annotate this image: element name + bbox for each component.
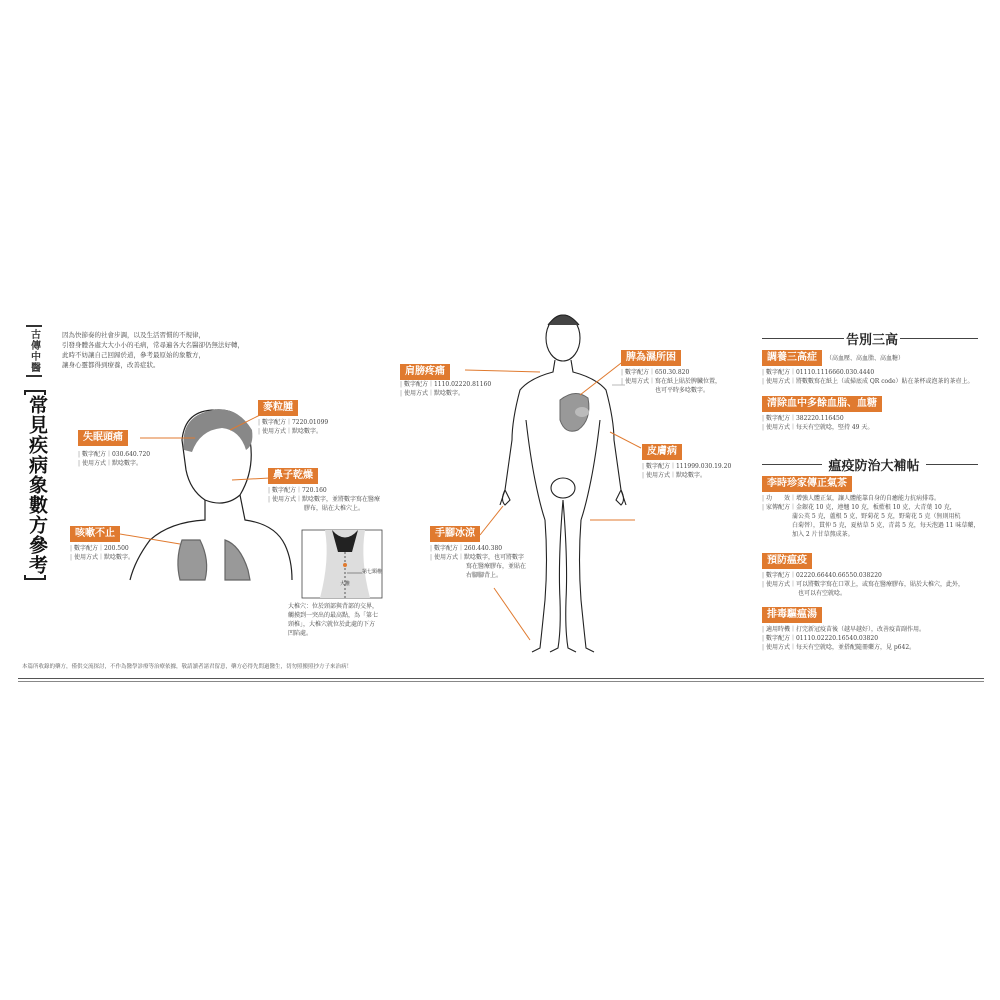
info-cough: | 數字配方｜200.500 | 使用方式｜默唸數字。 [70, 544, 134, 562]
three-highs-note: （高血壓、高血脂、高血糖） [826, 355, 905, 362]
info-clear-lipid: | 數字配方｜382220.116450 | 使用方式｜每天有空就唸，堅持 49 天。 [762, 414, 873, 432]
dazhui-figure [320, 530, 370, 598]
info-cold-limbs: | 數字配方｜260.440.380 | 使用方式｜默唸數字，也可將數字 寫在醫療膠布，並貼在 右腳腳背上。 [430, 544, 526, 580]
info-spleen-damp: | 數字配方｜650.30.820 | 使用方式｜寫在紙上貼於脾臟位置， 也可平時多唸數字。 [621, 368, 721, 395]
info-three-highs: | 數字配方｜01110.1116660.030.4440 | 使用方式｜將數數寫在紙上（或掃底成 QR code）貼在茶杯或泡茶的茶壺上。 [762, 368, 974, 386]
tag-clear-lipid: 清除血中多餘血脂、血糖 [762, 396, 882, 412]
intro-text: 因為快節奏的社會步調，以及生活習慣的不規律， 引發身體各處大大小小的毛病，常尋遍各大名醫卻仍無法好轉， 此時不妨讓自己回歸於道，參考最原始的象數方， 讓身心靈都得到療養，改善症狀。 [62, 331, 244, 369]
section1-rule-right [900, 338, 978, 339]
info-detox-soup: | 適用時機｜打完新冠疫苗後（越早越好），改善疫苗副作用。 | 數字配方｜01110.02220.16540.03820 | 使用方式｜每天有空就唸，並搭配隨冊藥方，見 p642。 [762, 625, 925, 652]
section2-rule-left [762, 464, 822, 465]
tag-skin-disease: 皮膚病 [642, 444, 682, 460]
section1-rule-left [762, 338, 844, 339]
info-insomnia-headache: | 數字配方｜030.640.720 | 使用方式｜默唸數字。 [78, 450, 150, 468]
tag-qi-tea: 李時珍家傳正氣茶 [762, 476, 852, 492]
tag-stye: 麥粒腫 [258, 400, 298, 416]
info-shoulder-pain: | 數字配方｜1110.02220.81160 | 使用方式｜默唸數字。 [400, 380, 491, 398]
section1-heading: 告別三高 [845, 333, 898, 348]
body-figure [500, 315, 626, 652]
tag-cough: 咳嗽不止 [70, 526, 120, 542]
info-skin-disease: | 數字配方｜111999.030.19.20 | 使用方式｜默唸數字。 [642, 462, 731, 480]
info-dry-nose: | 數字配方｜720.160 | 使用方式｜默唸數字，並將數字寫在醫療 膠布，貼在大椎穴上。 [268, 486, 380, 513]
section2-heading: 瘟疫防治大補帖 [828, 459, 920, 474]
tag-shoulder-pain: 肩膀疼痛 [400, 364, 450, 380]
info-qi-tea: | 功 效｜增強人體正氣，讓人體能靠自身的自癒能力抗病排毒。 | 家傳配方｜金銀花 10 克，連翹 10 克，板藍根 10 克，大青葉 10 克， 蒲公英 5 克，蘆根 5 克，野菊花 5 克，野菊花 5 克（無則用杭 白菊替），貫仲 5 克，夏枯草 5 克，青蒿 5 克，每天泡過 11 味草藥， 加入 2 片甘草熬成茶。 [762, 494, 979, 539]
info-stye: | 數字配方｜7220.01099 | 使用方式｜默唸數字。 [258, 418, 328, 436]
tag-prevent-plague: 預防瘟疫 [762, 553, 812, 569]
intro-badge: 古傳中醫 [26, 325, 42, 377]
tag-cold-limbs: 手腳冰涼 [430, 526, 480, 542]
dazhui-marker-2: 大椎 [340, 581, 351, 587]
info-prevent-plague: | 數字配方｜02220.66440.66550.038220 | 使用方式｜可以將數字寫在口罩上，或寫在醫療膠布，貼於大椎穴，此外， 也可以有空就唸。 [762, 571, 964, 598]
tag-spleen-damp: 脾為濕所困 [621, 350, 681, 366]
tag-detox-soup: 排毒驅瘟湯 [762, 607, 822, 623]
section2-rule-right [926, 464, 978, 465]
dazhui-caption: 大椎穴：位於頸部與背部的交界， 觸摸到一突出的最高點，為「第七 頸椎」，大椎穴就位於此處的下方 凹陷處。 [288, 603, 379, 637]
tag-three-highs: 調養三高症 [762, 350, 822, 366]
footer-rule-2 [18, 681, 984, 682]
disclaimer: 本篇所收錄的藥方，僅供交流探討，不作為醫學診療等治療依據，敬請讀者諸君留意，藥方必得先問過醫生，切勿照搬照抄方子來治病！ [22, 664, 353, 670]
tag-insomnia-headache: 失眠頭痛 [78, 430, 128, 446]
footer-rule-1 [18, 678, 984, 679]
page-title: 常見疾病象數方參考 [24, 390, 46, 580]
tag-dry-nose: 鼻子乾燥 [268, 468, 318, 484]
dazhui-marker: 第七頸椎 [362, 569, 383, 575]
